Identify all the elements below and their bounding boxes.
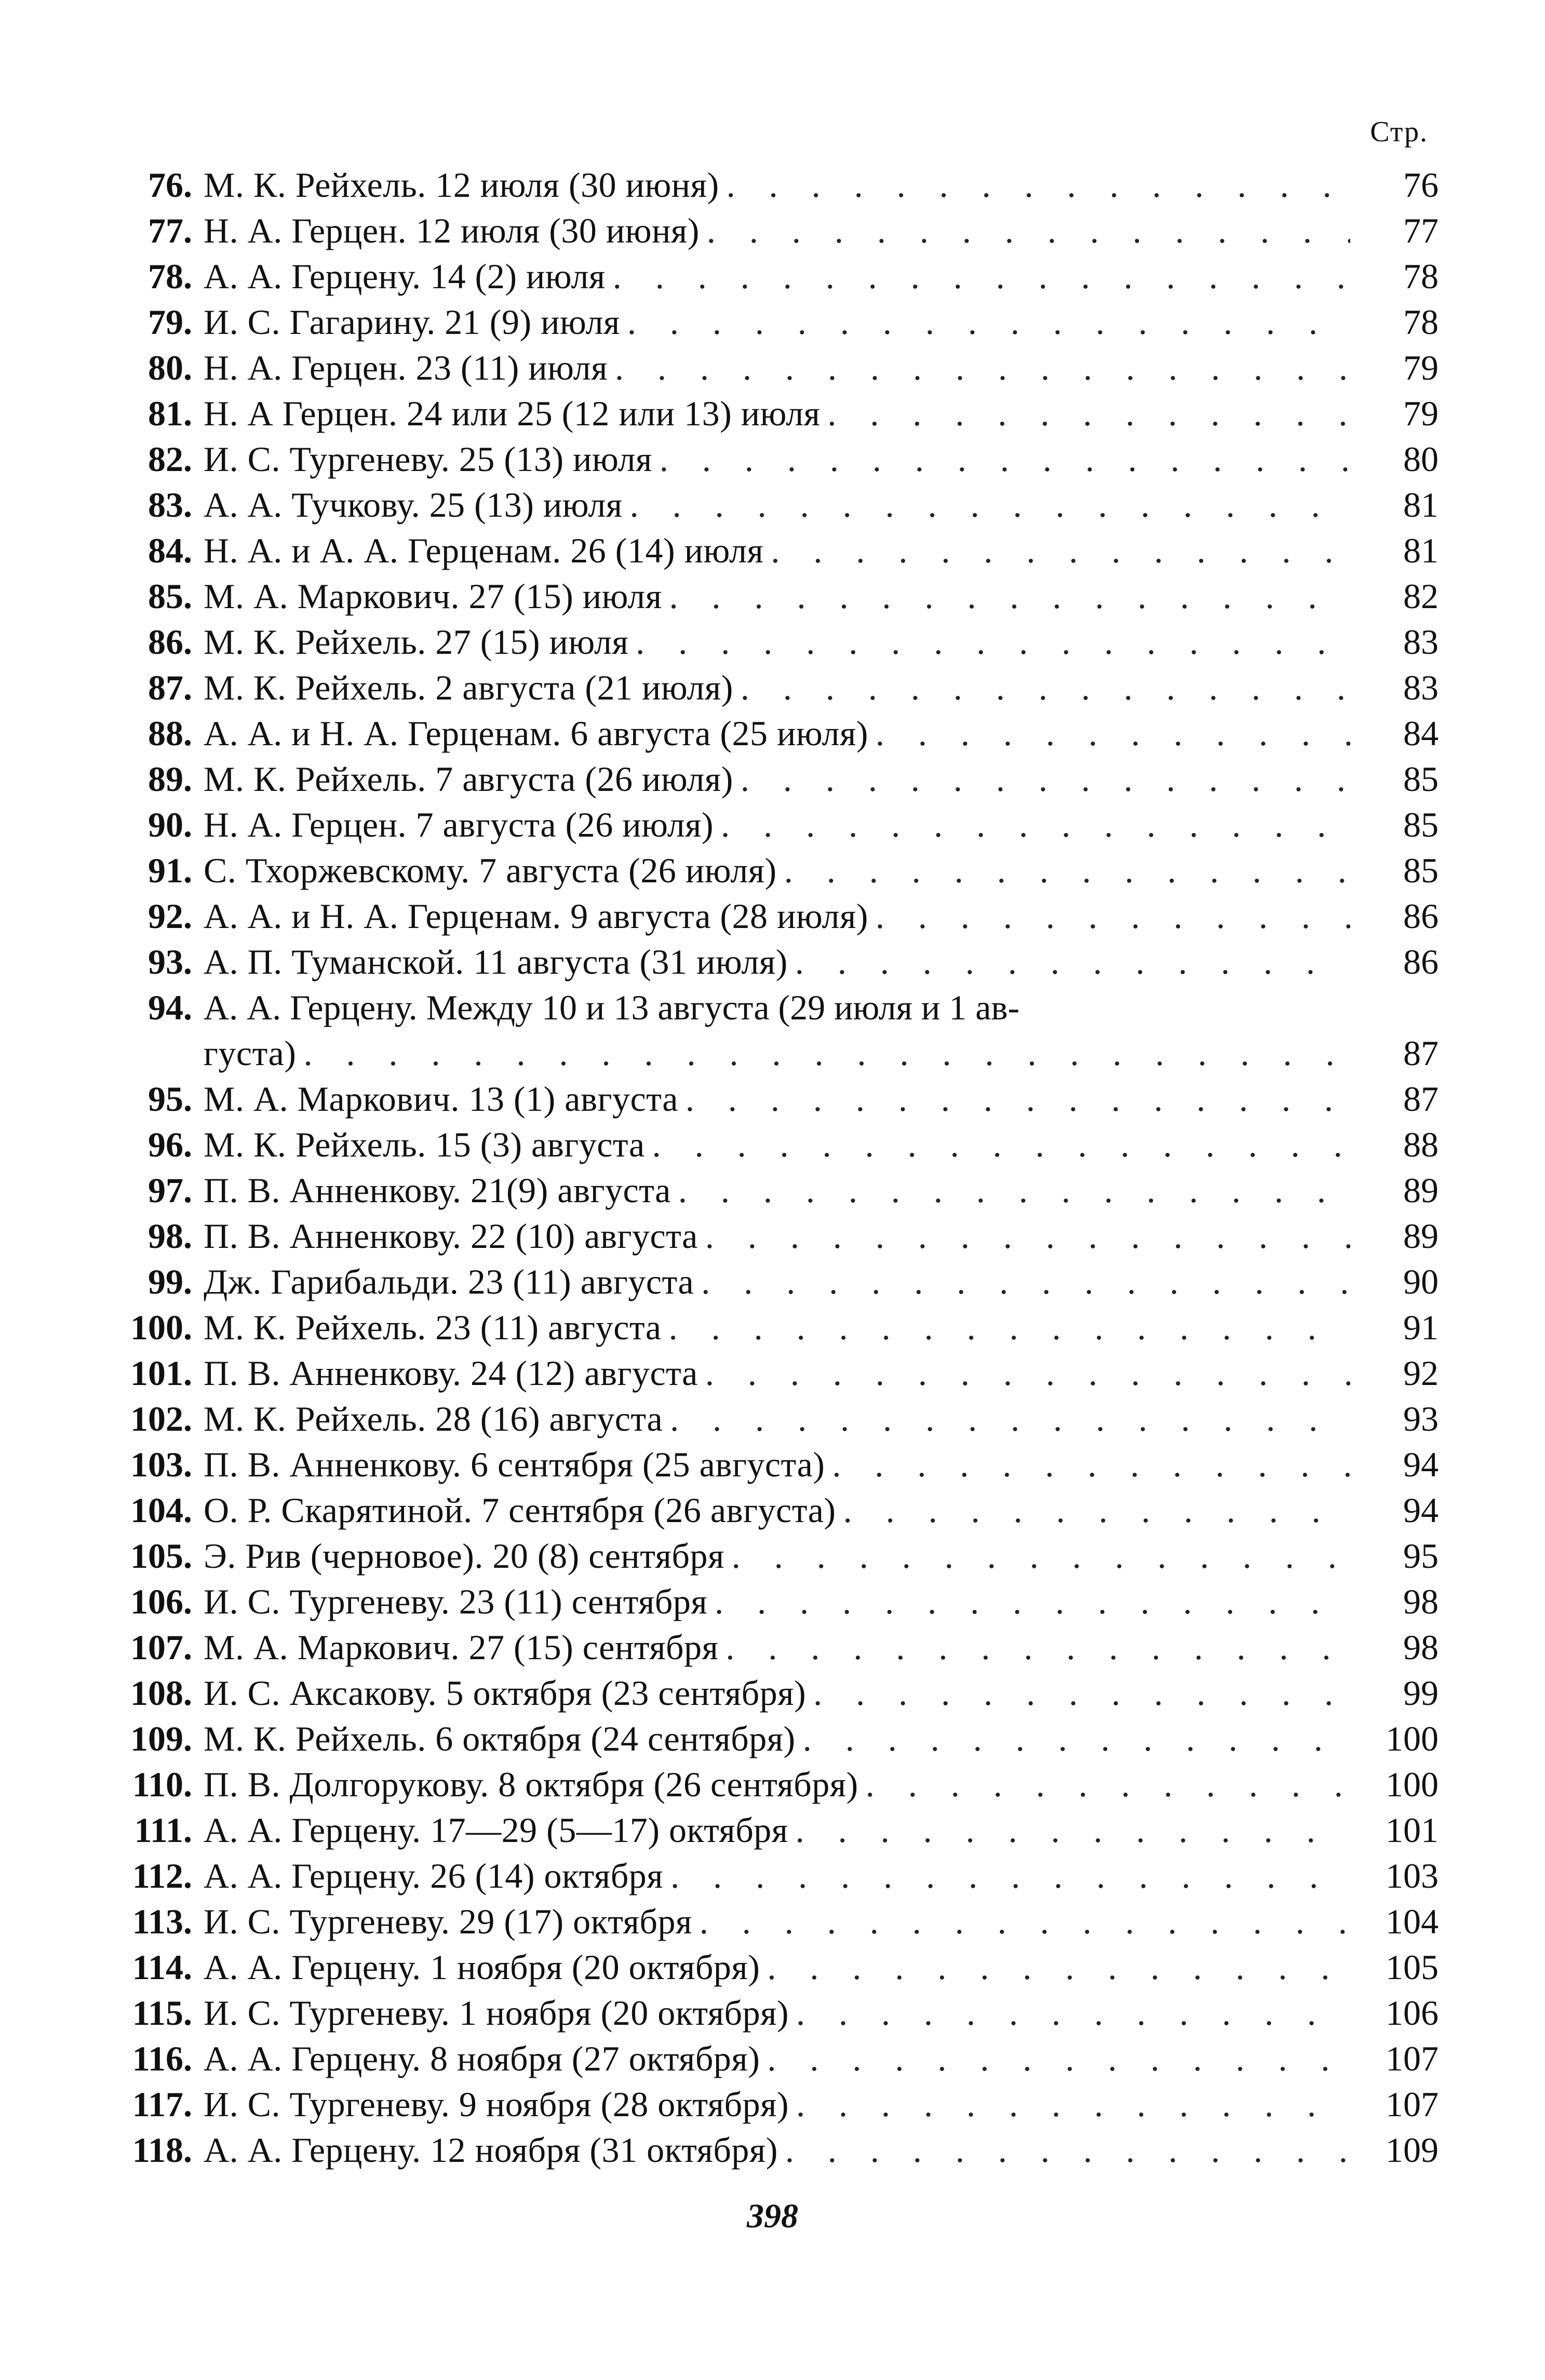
entry-title: А. А. и Н. А. Герценам. 6 августа (25 июля): [204, 714, 868, 753]
entry-body: [204, 1944, 1350, 1990]
entry-number: 94.: [148, 988, 192, 1027]
entry-title: Э. Рив (черновое). 20 (8) сентября: [204, 1536, 724, 1576]
toc-entry: [93, 2036, 1439, 2081]
entry-body: [204, 1213, 1350, 1259]
entry-number: 90.: [148, 805, 192, 844]
toc-entry: [93, 573, 1439, 619]
entry-page-number: 106: [1386, 1993, 1439, 2033]
toc-entry: [93, 1213, 1439, 1259]
dot-leader: [606, 253, 1350, 299]
entry-body: [204, 1487, 1350, 1533]
entry-page-number: 87: [1403, 1079, 1439, 1119]
entry-number: 77.: [148, 211, 192, 250]
entry-body: [204, 436, 1350, 482]
dot-leader: [645, 1122, 1350, 1167]
entry-title: И. С. Тургеневу. 29 (17) октября: [204, 1902, 692, 1941]
dot-leader: [671, 1167, 1350, 1213]
entry-title: И. С. Тургеневу. 9 ноября (28 октября): [204, 2085, 789, 2124]
entry-body: [204, 985, 1350, 1076]
entry-page-number: 85: [1403, 851, 1439, 890]
entry-number: 86.: [148, 622, 192, 662]
entry-number: 105.: [130, 1536, 192, 1576]
entry-page-number: 90: [1403, 1262, 1439, 1301]
toc-entry: [93, 436, 1439, 482]
toc-entry: [93, 1487, 1439, 1533]
entry-body: [204, 1716, 1350, 1762]
table-of-contents: [93, 162, 1439, 2173]
toc-entry: [93, 756, 1439, 802]
entry-title: А. А. Герцену. 17—29 (5—17) октября: [204, 1810, 788, 1850]
toc-entry: [93, 1305, 1439, 1350]
entry-page-number: 109: [1386, 2130, 1439, 2170]
entry-number: 84.: [148, 531, 192, 570]
toc-entry: [93, 1990, 1439, 2036]
entry-title: Н. А. Герцен. 7 августа (26 июля): [204, 805, 714, 844]
entry-page-number: 94: [1403, 1445, 1439, 1484]
dot-leader: [296, 1030, 1350, 1076]
entry-title-continuation: густа): [204, 1033, 297, 1073]
entry-page-number: 83: [1403, 622, 1439, 662]
toc-entry: [93, 2081, 1439, 2127]
entry-number: 112.: [132, 1856, 192, 1895]
toc-entry: [93, 1579, 1439, 1624]
entry-body: [204, 1442, 1350, 1487]
entry-number: 78.: [148, 257, 192, 296]
entry-title: П. В. Анненкову. 24 (12) августа: [204, 1353, 698, 1393]
entry-body: [204, 1305, 1350, 1350]
entry-body: [204, 893, 1350, 939]
entry-title: А. А. Герцену. 8 ноября (27 октября): [204, 2039, 760, 2078]
dot-leader: [778, 2127, 1350, 2173]
entry-body: [204, 1624, 1350, 1670]
entry-body: [204, 573, 1350, 619]
entry-number: 97.: [148, 1171, 192, 1210]
entry-page-number: 98: [1403, 1628, 1439, 1667]
dot-leader: [714, 802, 1350, 848]
entry-page-number: 81: [1403, 531, 1439, 570]
toc-entry: [93, 1442, 1439, 1487]
toc-entry: [93, 1716, 1439, 1762]
entry-title: А. П. Туманской. 11 августа (31 июля): [204, 942, 788, 981]
dot-leader: [662, 1305, 1350, 1350]
entry-number: 99.: [148, 1262, 192, 1301]
entry-number: 114.: [132, 1947, 192, 1987]
entry-page-number: 94: [1403, 1490, 1439, 1530]
toc-entry: [93, 253, 1439, 299]
dot-leader: [694, 1259, 1350, 1305]
entry-title: П. В. Анненкову. 21(9) августа: [204, 1171, 671, 1210]
entry-page-number: 79: [1403, 348, 1439, 387]
dot-leader: [698, 1350, 1350, 1396]
dot-leader: [760, 1944, 1350, 1990]
toc-entry: [93, 1350, 1439, 1396]
dot-leader: [628, 619, 1350, 665]
page-number: 398: [747, 2197, 798, 2235]
entry-title: М. А. Маркович. 27 (15) сентября: [204, 1628, 719, 1667]
entry-page-number: 95: [1403, 1536, 1439, 1576]
entry-body: [204, 756, 1350, 802]
entry-title: М. К. Рейхель. 6 октября (24 сентября): [204, 1719, 796, 1758]
entry-body: [204, 1350, 1350, 1396]
dot-leader: [678, 1076, 1350, 1122]
entry-page-number: 86: [1403, 942, 1439, 981]
entry-title: М. К. Рейхель. 15 (3) августа: [204, 1125, 645, 1164]
dot-leader: [789, 1990, 1350, 2036]
entry-body: [204, 665, 1350, 710]
entry-page-number: 82: [1403, 576, 1439, 616]
entry-number: 89.: [148, 759, 192, 799]
entry-title: М. К. Рейхель. 23 (11) августа: [204, 1308, 662, 1347]
dot-leader: [724, 1533, 1350, 1579]
entry-body: [204, 939, 1350, 985]
entry-number: 79.: [148, 302, 192, 342]
entry-page-number: 93: [1403, 1399, 1439, 1438]
entry-page-number: 88: [1403, 1125, 1439, 1164]
entry-body: [204, 2127, 1350, 2173]
toc-entry: [93, 1762, 1439, 1807]
entry-page-number: 83: [1403, 668, 1439, 707]
entry-title: М. К. Рейхель. 7 августа (26 июля): [204, 759, 733, 799]
dot-leader: [825, 1442, 1350, 1487]
entry-title: М. А. Маркович. 27 (15) июля: [204, 576, 662, 616]
entry-number: 95.: [148, 1079, 192, 1119]
entry-number: 113.: [132, 1902, 192, 1941]
entry-body: [204, 1899, 1350, 1944]
entry-number: 85.: [148, 576, 192, 616]
dot-leader: [789, 2081, 1350, 2127]
entry-page-number: 87: [1403, 1033, 1439, 1073]
entry-page-number: 104: [1386, 1902, 1439, 1941]
entry-number: 76.: [148, 165, 192, 205]
entry-body: [204, 848, 1350, 893]
toc-entry: [93, 345, 1439, 391]
entry-title: П. В. Анненкову. 6 сентября (25 августа): [204, 1445, 825, 1484]
entry-title: И. С. Тургеневу. 25 (13) июля: [204, 439, 652, 479]
entry-title: Н. А Герцен. 24 или 25 (12 или 13) июля: [204, 394, 821, 433]
entry-body: [204, 710, 1350, 756]
dot-leader: [788, 939, 1350, 985]
entry-page-number: 80: [1403, 439, 1439, 479]
toc-entry: [93, 1076, 1439, 1122]
entry-body: [204, 1853, 1350, 1899]
entry-page-number: 81: [1403, 485, 1439, 525]
entry-number: 115.: [132, 1993, 192, 2033]
dot-leader: [663, 1396, 1350, 1442]
toc-entry: [93, 1807, 1439, 1853]
dot-leader: [663, 1853, 1350, 1899]
entry-title: А. А. Герцену. Между 10 и 13 августа (29 июля и 1 ав-: [204, 988, 1020, 1027]
entry-number: 107.: [130, 1628, 192, 1667]
toc-entry: [93, 893, 1439, 939]
toc-entry: [93, 939, 1439, 985]
toc-entry: [93, 208, 1439, 253]
dot-leader: [777, 848, 1350, 893]
entry-page-number: 99: [1403, 1673, 1439, 1713]
entry-body: [204, 1259, 1350, 1305]
dot-leader: [662, 573, 1351, 619]
entry-page-number: 89: [1403, 1216, 1439, 1256]
entry-page-number: 78: [1403, 302, 1439, 342]
entry-body: [204, 482, 1350, 528]
entry-page-number: 85: [1403, 805, 1439, 844]
dot-leader: [733, 756, 1350, 802]
entry-body: [204, 1533, 1350, 1579]
entry-body: [204, 2036, 1350, 2081]
entry-page-number: 107: [1386, 2039, 1439, 2078]
page-column-header: Стр.: [1370, 116, 1428, 148]
entry-page-number: 79: [1403, 394, 1439, 433]
entry-number: 118.: [132, 2130, 192, 2170]
dot-leader: [836, 1487, 1350, 1533]
entry-title: И. С. Гагарину. 21 (9) июля: [204, 302, 620, 342]
entry-title: И. С. Тургеневу. 1 ноября (20 октября): [204, 1993, 789, 2033]
toc-entry: [93, 802, 1439, 848]
entry-number: 81.: [148, 394, 192, 433]
dot-leader: [733, 665, 1350, 710]
entry-number: 83.: [148, 485, 192, 525]
entry-number: 103.: [130, 1445, 192, 1484]
entry-body: [204, 345, 1350, 391]
toc-entry: [93, 1670, 1439, 1716]
entry-page-number: 77: [1403, 211, 1439, 250]
entry-title: И. С. Тургеневу. 23 (11) сентября: [204, 1582, 708, 1621]
entry-body: [204, 1076, 1350, 1122]
entry-body: [204, 619, 1350, 665]
dot-leader: [806, 1670, 1350, 1716]
entry-body: [204, 208, 1350, 253]
entry-body: [204, 1807, 1350, 1853]
entry-title: С. Тхоржевскому. 7 августа (26 июля): [204, 851, 777, 890]
dot-leader: [707, 1579, 1350, 1624]
dot-leader: [858, 1762, 1350, 1807]
entry-title: А. А. и Н. А. Герценам. 9 августа (28 июля): [204, 896, 868, 936]
entry-body: [204, 1990, 1350, 2036]
dot-leader: [868, 893, 1350, 939]
dot-leader: [820, 391, 1350, 436]
entry-title: М. К. Рейхель. 12 июля (30 июня): [204, 165, 719, 205]
toc-entry: [93, 391, 1439, 436]
entry-body: [204, 1762, 1350, 1807]
dot-leader: [620, 299, 1350, 345]
toc-entry: [93, 299, 1439, 345]
entry-title: А. А. Тучкову. 25 (13) июля: [204, 485, 623, 525]
entry-page-number: 101: [1386, 1810, 1439, 1850]
toc-entry: [93, 619, 1439, 665]
entry-title: А. А. Герцену. 26 (14) октября: [204, 1856, 664, 1895]
entry-page-number: 76: [1403, 165, 1439, 205]
toc-entry: [93, 1259, 1439, 1305]
entry-title: Н. А. и А. А. Герценам. 26 (14) июля: [204, 531, 764, 570]
entry-body: [204, 299, 1350, 345]
entry-page-number: 91: [1403, 1308, 1439, 1347]
dot-leader: [718, 1624, 1350, 1670]
toc-entry: [93, 1533, 1439, 1579]
entry-number: 109.: [130, 1719, 192, 1758]
entry-number: 101.: [130, 1353, 192, 1393]
entry-number: 108.: [130, 1673, 192, 1713]
toc-entry: [93, 985, 1439, 1076]
entry-number: 87.: [148, 668, 192, 707]
toc-entry: [93, 665, 1439, 710]
dot-leader: [796, 1716, 1350, 1762]
entry-body: [204, 1396, 1350, 1442]
dot-leader: [760, 2036, 1350, 2081]
entry-page-number: 84: [1403, 714, 1439, 753]
toc-entry: [93, 482, 1439, 528]
entry-body: [204, 1579, 1350, 1624]
entry-title: М. К. Рейхель. 27 (15) июля: [204, 622, 629, 662]
entry-body: [204, 1167, 1350, 1213]
entry-body: [204, 528, 1350, 573]
entry-number: 82.: [148, 439, 192, 479]
entry-number: 104.: [130, 1490, 192, 1530]
entry-number: 110.: [132, 1765, 192, 1804]
dot-leader: [700, 208, 1350, 253]
entry-number: 98.: [148, 1216, 192, 1256]
dot-leader: [868, 710, 1350, 756]
dot-leader: [719, 162, 1350, 208]
entry-body: [204, 2081, 1350, 2127]
entry-page-number: 89: [1403, 1171, 1439, 1210]
entry-title: Н. А. Герцен. 12 июля (30 июня): [204, 211, 700, 250]
entry-body: [204, 802, 1350, 848]
entry-body: [204, 391, 1350, 436]
toc-entry: [93, 1944, 1439, 1990]
toc-entry: [93, 1167, 1439, 1213]
entry-page-number: 78: [1403, 257, 1439, 296]
entry-page-number: 103: [1386, 1856, 1439, 1895]
entry-title: М. К. Рейхель. 28 (16) августа: [204, 1399, 663, 1438]
entry-number: 92.: [148, 896, 192, 936]
entry-title: Н. А. Герцен. 23 (11) июля: [204, 348, 608, 387]
toc-entry: [93, 710, 1439, 756]
entry-title: А. А. Герцену. 12 ноября (31 октября): [204, 2130, 778, 2170]
entry-page-number: 98: [1403, 1582, 1439, 1621]
dot-leader: [698, 1213, 1350, 1259]
toc-entry: [93, 848, 1439, 893]
entry-title: А. А. Герцену. 14 (2) июля: [204, 257, 606, 296]
toc-entry: [93, 1624, 1439, 1670]
entry-number: 111.: [134, 1810, 192, 1850]
dot-leader: [763, 528, 1350, 573]
entry-body: [204, 253, 1350, 299]
entry-title: И. С. Аксакову. 5 октября (23 сентября): [204, 1673, 807, 1713]
entry-number: 91.: [148, 851, 192, 890]
dot-leader: [652, 436, 1350, 482]
entry-number: 100.: [130, 1308, 192, 1347]
entry-number: 116.: [132, 2039, 192, 2078]
toc-entry: [93, 1899, 1439, 1944]
entry-title: П. В. Анненкову. 22 (10) августа: [204, 1216, 698, 1256]
entry-page-number: 86: [1403, 896, 1439, 936]
dot-leader: [623, 482, 1350, 528]
entry-page-number: 100: [1386, 1719, 1439, 1758]
dot-leader: [788, 1807, 1350, 1853]
dot-leader: [608, 345, 1350, 391]
entry-number: 106.: [130, 1582, 192, 1621]
entry-body: [204, 1122, 1350, 1167]
entry-number: 93.: [148, 942, 192, 981]
entry-title: П. В. Долгорукову. 8 октября (26 сентября): [204, 1765, 858, 1804]
entry-title: Дж. Гарибальди. 23 (11) августа: [204, 1262, 694, 1301]
toc-entry: [93, 1396, 1439, 1442]
toc-entry: [93, 1853, 1439, 1899]
entry-title: М. А. Маркович. 13 (1) августа: [204, 1079, 678, 1119]
toc-entry: [93, 528, 1439, 573]
entry-number: 102.: [130, 1399, 192, 1438]
entry-number: 80.: [148, 348, 192, 387]
entry-number: 117.: [132, 2085, 192, 2124]
dot-leader: [692, 1899, 1350, 1944]
toc-entry: [93, 2127, 1439, 2173]
entry-title: О. Р. Скарятиной. 7 сентября (26 августа): [204, 1490, 836, 1530]
entry-page-number: 92: [1403, 1353, 1439, 1393]
entry-title: А. А. Герцену. 1 ноября (20 октября): [204, 1947, 760, 1987]
entry-body: [204, 1670, 1350, 1716]
entry-title: М. К. Рейхель. 2 августа (21 июля): [204, 668, 733, 707]
entry-number: 88.: [148, 714, 192, 753]
toc-entry: [93, 162, 1439, 208]
entry-page-number: 85: [1403, 759, 1439, 799]
toc-entry: [93, 1122, 1439, 1167]
entry-page-number: 105: [1386, 1947, 1439, 1987]
entry-number: 96.: [148, 1125, 192, 1164]
entry-body: [204, 162, 1350, 208]
entry-page-number: 107: [1386, 2085, 1439, 2124]
entry-page-number: 100: [1386, 1765, 1439, 1804]
